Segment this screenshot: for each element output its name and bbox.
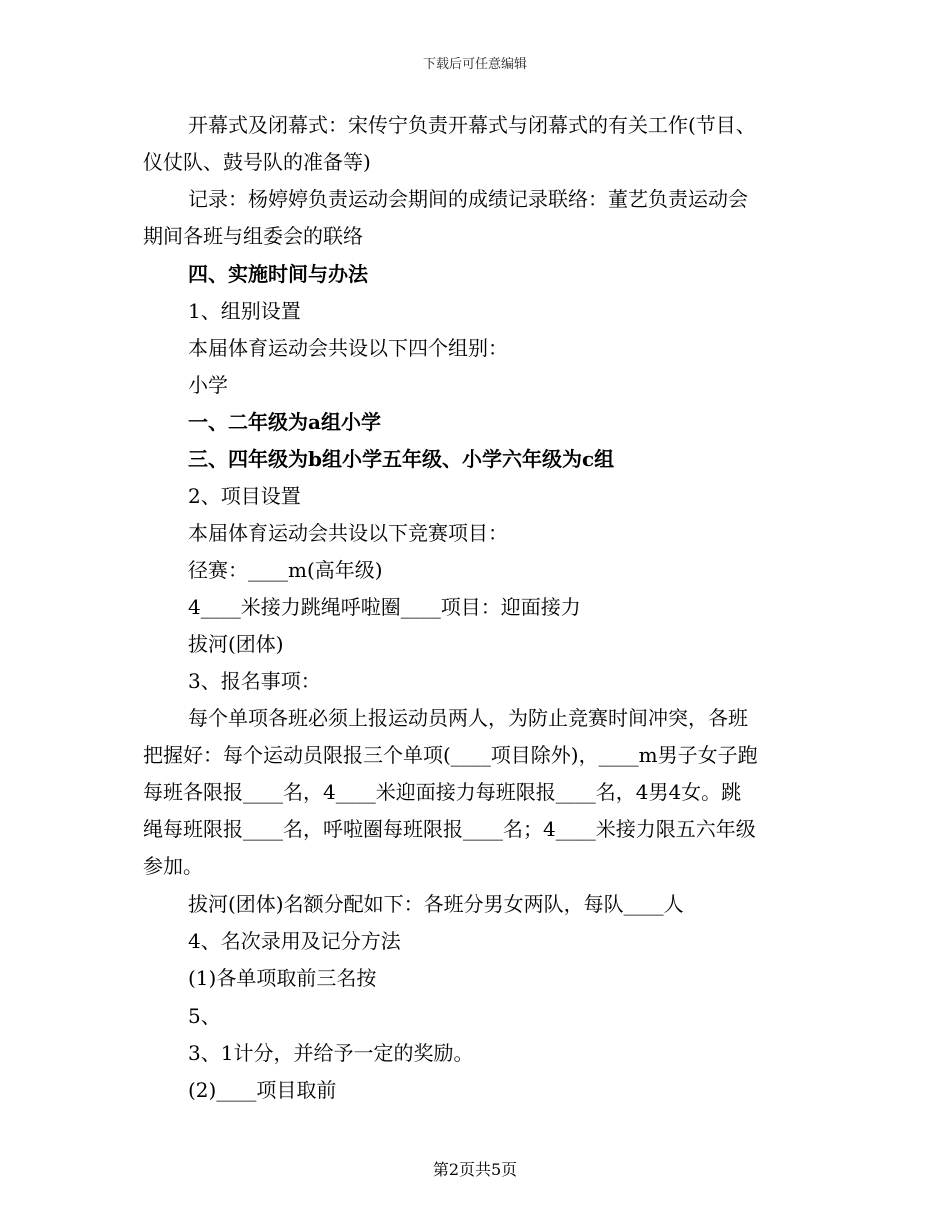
paragraph-line: 参加。 [143, 854, 203, 878]
paragraph-line: 期间各班与组委会的联络 [143, 224, 363, 248]
page-header: 下载后可任意编辑 [422, 57, 527, 72]
paragraph-line: 本届体育运动会共设以下竞赛项目： [188, 521, 508, 545]
group-line: 三、四年级为b组小学五年级、小学六年级为c组 [188, 447, 615, 471]
paragraph-line: 4____米接力跳绳呼啦圈____项目：迎面接力 [188, 595, 581, 619]
subsection-heading: 2、项目设置 [188, 484, 301, 508]
paragraph-line: 拔河(团体)名额分配如下：各班分男女两队，每队____人 [188, 892, 684, 916]
paragraph-line: 小学 [188, 373, 228, 397]
paragraph-line: 开幕式及闭幕式：宋传宁负责开幕式与闭幕式的有关工作(节目、 [188, 113, 756, 137]
subsection-heading: 1、组别设置 [188, 299, 301, 323]
paragraph-line: (2)____项目取前 [188, 1078, 337, 1102]
paragraph-line: 径赛：____m(高年级) [188, 558, 383, 582]
subsection-heading: 3、报名事项： [188, 669, 321, 693]
paragraph-line: 拔河(团体) [188, 632, 284, 656]
paragraph-line: 仪仗队、鼓号队的准备等) [143, 150, 371, 174]
paragraph-line: (1)各单项取前三名按 [188, 966, 377, 990]
paragraph-line: 5、 [188, 1004, 221, 1028]
group-line: 一、二年级为a组小学 [188, 410, 381, 434]
paragraph-line: 本届体育运动会共设以下四个组别： [188, 336, 508, 360]
page-footer: 第2页共5页 [432, 1160, 518, 1179]
paragraph-line: 把握好：每个运动员限报三个单项(____项目除外)，____m男子女子跑 [143, 743, 758, 767]
paragraph-line: 3、1计分，并给予一定的奖励。 [188, 1041, 474, 1065]
paragraph-line: 记录：杨婷婷负责运动会期间的成绩记录联络：董艺负责运动会 [188, 187, 748, 211]
paragraph-line: 绳每班限报____名，呼啦圈每班限报____名；4____米接力限五六年级 [143, 817, 756, 841]
paragraph-line: 每个单项各班必须上报运动员两人，为防止竞赛时间冲突，各班 [188, 706, 748, 730]
subsection-heading: 4、名次录用及记分方法 [188, 929, 401, 953]
paragraph-line: 每班各限报____名，4____米迎面接力每班限报____名，4男4女。跳 [143, 780, 742, 804]
section-heading: 四、实施时间与办法 [188, 262, 368, 286]
